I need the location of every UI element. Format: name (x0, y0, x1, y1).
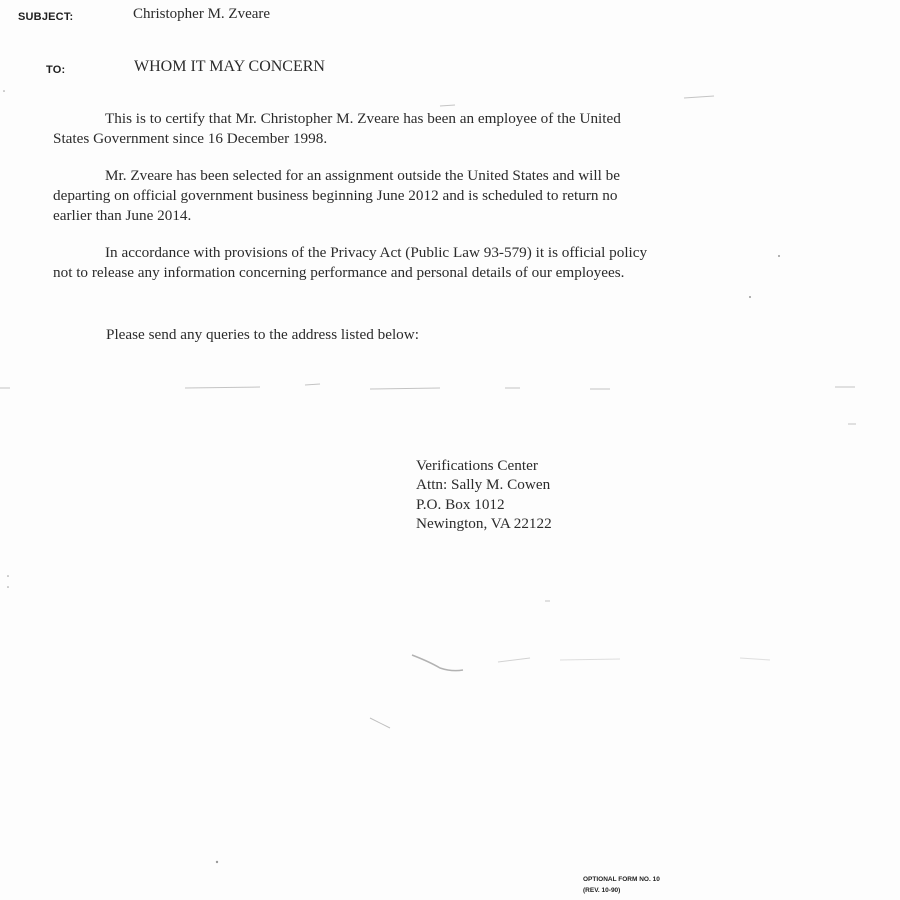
form-number: OPTIONAL FORM NO. 10 (583, 876, 660, 883)
paragraph-line: States Government since 16 December 1998. (53, 130, 328, 147)
paragraph-line: In accordance with provisions of the Privacy Act (Public Law 93-579) it is official policy (105, 244, 648, 261)
address-line: P.O. Box 1012 (416, 495, 505, 513)
address-line: Attn: Sally M. Cowen (416, 476, 551, 494)
address-line: Verifications Center (416, 457, 538, 474)
address-line: Newington, VA 22122 (416, 514, 552, 532)
to-label: TO: (46, 64, 66, 76)
subject-value: Christopher M. Zveare (133, 6, 271, 22)
paragraph-line: This is to certify that Mr. Christopher M. Zveare has been an employee of the United (105, 110, 621, 127)
paragraph-line: not to release any information concerning performance and personal details of our employees. (53, 264, 625, 281)
paragraph-line: earlier than June 2014. (53, 207, 192, 224)
paragraph-line: departing on official government business beginning June 2012 and is scheduled to return no (53, 187, 618, 204)
to-value: WHOM IT MAY CONCERN (134, 58, 325, 75)
paragraph-line: Mr. Zveare has been selected for an assignment outside the United States and will be (105, 167, 620, 184)
paragraph-line: Please send any queries to the address listed below: (106, 326, 419, 343)
subject-label: SUBJECT: (18, 11, 74, 23)
form-revision: (REV. 10-90) (583, 887, 621, 894)
